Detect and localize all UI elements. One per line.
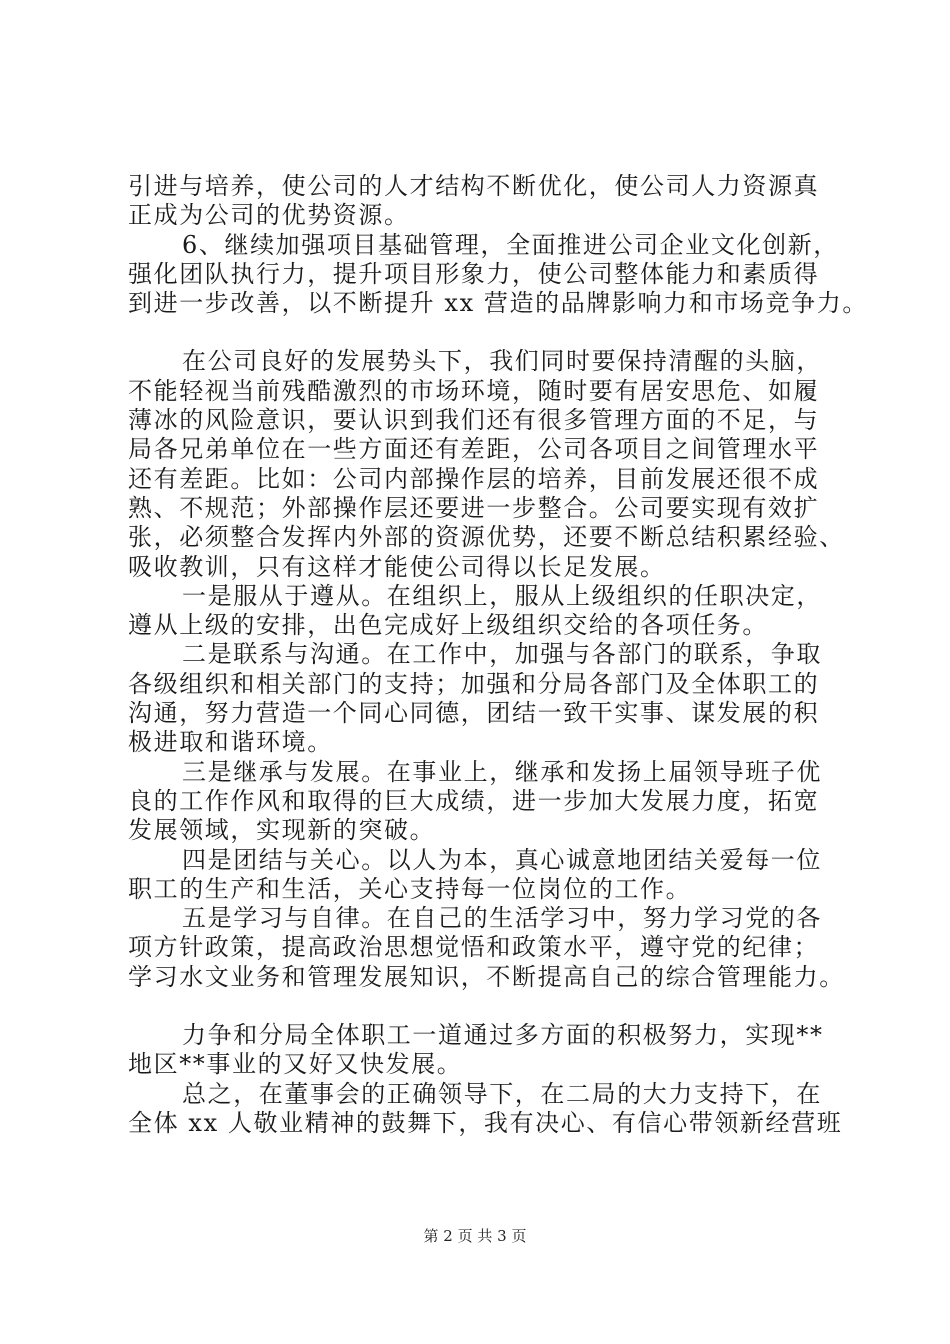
document-body xyxy=(128,172,868,1138)
text-line: 不能轻视当前残酷激烈的市场环境，随时要有居安思危、如履 xyxy=(128,376,820,405)
text-line: 极进取和谐环境。 xyxy=(128,728,333,757)
text-line: 学习水文业务和管理发展知识，不断提高自己的综合管理能力。 xyxy=(128,962,845,991)
text-line: 遵从上级的安排，出色完成好上级组织交给的各项任务。 xyxy=(128,611,768,640)
paragraph xyxy=(128,904,845,992)
text-line: 薄冰的风险意识，要认识到我们还有很多管理方面的不足，与 xyxy=(128,406,820,435)
paragraph xyxy=(128,582,840,641)
paragraph xyxy=(128,172,840,231)
page-number-footer: 第 2 页 共 3 页 xyxy=(423,1227,527,1245)
text-line: 发展领域，实现新的突破。 xyxy=(128,816,436,845)
text-line: 引进与培养，使公司的人才结构不断优化，使公司人力资源真 xyxy=(128,172,820,200)
paragraph xyxy=(128,758,840,846)
text-line: 职工的生产和生活，关心支持每一位岗位的工作。 xyxy=(128,874,692,903)
text-line: 良的工作作风和取得的巨大成绩，进一步加大发展力度，拓宽 xyxy=(128,786,820,815)
text-line: 四是团结与关心。以人为本，真心诚意地团结关爱每一位 xyxy=(182,845,822,874)
text-line: 沟通，努力营造一个同心同德，团结一致干实事、谋发展的积 xyxy=(128,699,820,728)
text-line: 强化团队执行力，提升项目形象力，使公司整体能力和素质得 xyxy=(128,259,820,288)
text-line: 二是联系与沟通。在工作中，加强与各部门的联系，争取 xyxy=(182,640,822,669)
text-line: 在公司良好的发展势头下，我们同时要保持清醒的头脑， xyxy=(182,347,822,376)
text-line: 总之，在董事会的正确领导下，在二局的大力支持下，在 xyxy=(182,1079,822,1108)
text-line: 全体 xx 人敬业精神的鼓舞下，我有决心、有信心带领新经营班 xyxy=(128,1108,843,1137)
paragraph xyxy=(128,640,840,757)
text-line: 一是服从于遵从。在组织上，服从上级组织的任职决定， xyxy=(182,581,822,610)
text-line: 项方针政策，提高政治思想觉悟和政策水平，遵守党的纪律； xyxy=(128,933,820,962)
paragraph xyxy=(128,230,868,319)
text-line: 正成为公司的优势资源。 xyxy=(128,201,410,230)
text-line: 到进一步改善，以不断提升 xx 营造的品牌影响力和市场竞争力。 xyxy=(128,289,868,318)
text-line: 地区**事业的又好又快发展。 xyxy=(128,1050,463,1079)
text-line: 各级组织和相关部门的支持；加强和分局各部门及全体职工的 xyxy=(128,669,820,698)
text-line: 熟、不规范；外部操作层还要进一步整合。公司要实现有效扩 xyxy=(128,493,820,522)
paragraph xyxy=(128,1079,843,1139)
text-line: 局各兄弟单位在一些方面还有差距，公司各项目之间管理水平 xyxy=(128,435,820,464)
paragraph xyxy=(128,1021,840,1080)
text-line: 6、继续加强项目基础管理，全面推进公司企业文化创新， xyxy=(182,230,839,259)
paragraph-gap xyxy=(128,992,840,1021)
text-line: 张，必须整合发挥内外部的资源优势，还要不断总结积累经验、 xyxy=(128,523,845,552)
text-line: 还有差距。比如：公司内部操作层的培养，目前发展还很不成 xyxy=(128,464,820,493)
text-line: 五是学习与自律。在自己的生活学习中，努力学习党的各 xyxy=(182,904,822,933)
paragraph-gap xyxy=(128,318,840,347)
text-line: 三是继承与发展。在事业上，继承和发扬上届领导班子优 xyxy=(182,757,822,786)
paragraph xyxy=(128,347,845,581)
text-line: 吸收教训，只有这样才能使公司得以长足发展。 xyxy=(128,552,666,581)
text-line: 力争和分局全体职工一道通过多方面的积极努力，实现** xyxy=(182,1021,824,1050)
paragraph xyxy=(128,846,840,905)
